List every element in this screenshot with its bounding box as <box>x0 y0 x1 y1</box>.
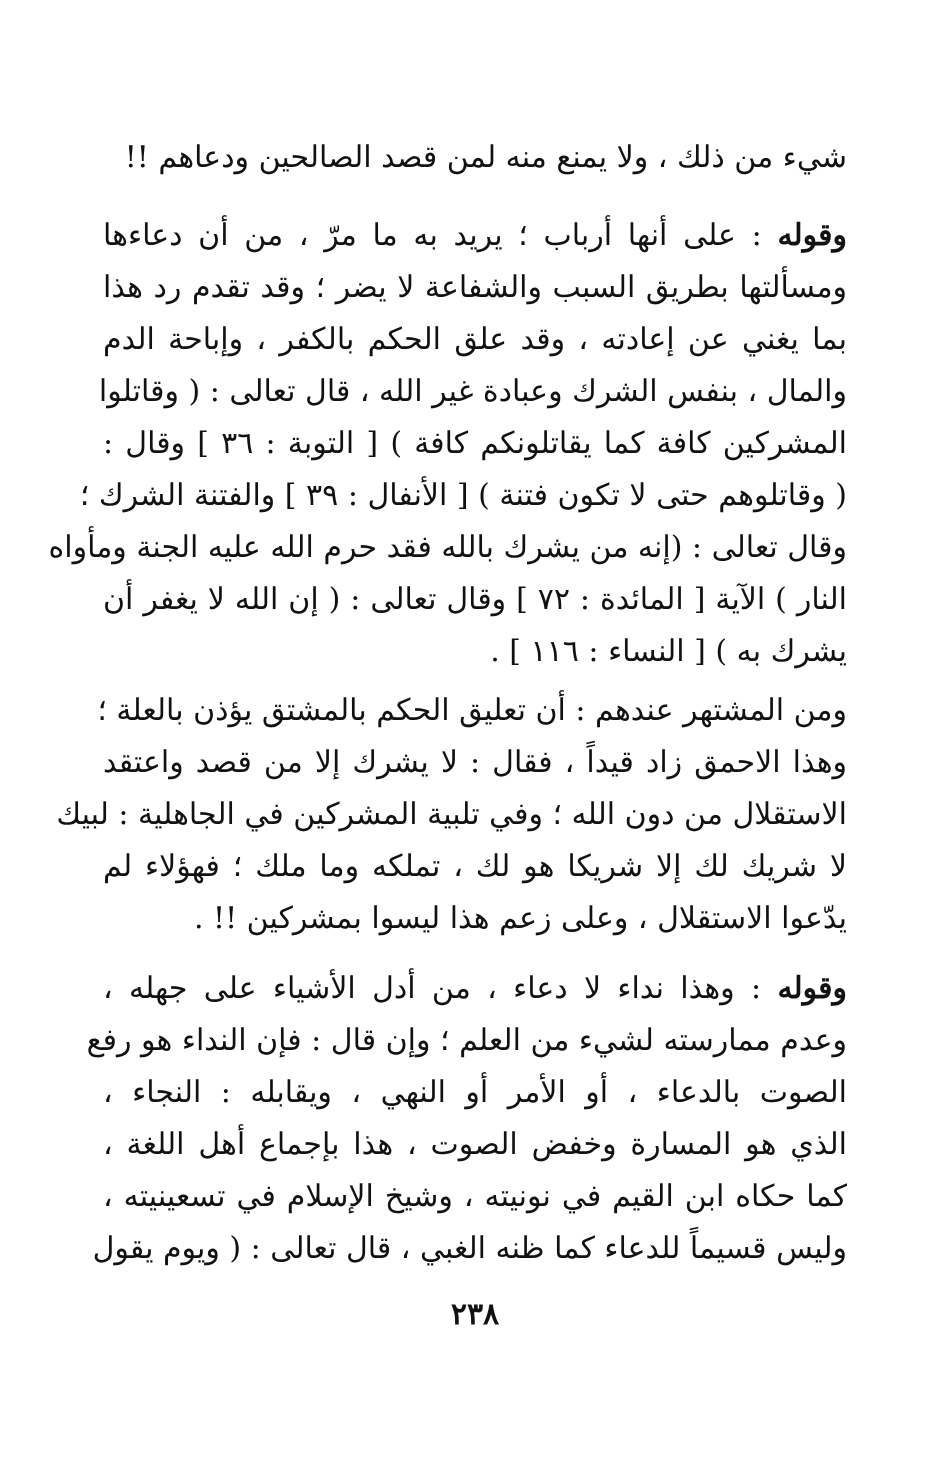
page-number: ٢٣٨ <box>450 1297 500 1332</box>
paragraph-line: ومن المشتهر عندهم : أن تعليق الحكم بالمشتق يؤذن بالعلة ؛ <box>97 693 847 728</box>
paragraph-line: شيء من ذلك ، ولا يمنع منه لمن قصد الصالحين ودعاهم !! <box>124 140 847 175</box>
paragraph-line: يدّعوا الاستقلال ، وعلى زعم هذا ليسوا بمشركين !! . <box>193 901 847 936</box>
paragraph-line: وعدم ممارسته لشيء من العلم ؛ وإن قال : فإن النداء هو رفع <box>86 1023 847 1058</box>
paragraph-line: بما يغني عن إعادته ، وقد علق الحكم بالكفر ، وإباحة الدم <box>103 322 847 357</box>
paragraph-line: لا شريك لك إلا شريكا هو لك ، تملكه وما ملك ؛ فهؤلاء لم <box>103 849 847 884</box>
line-text: : على أنها أرباب ؛ يريد به ما مرّ ، من أن دعاءها <box>103 218 778 253</box>
paragraph-4 <box>86 963 847 1275</box>
paragraph-line: والمال ، بنفس الشرك وعبادة غير الله ، قال تعالى : ( وقاتلوا <box>98 374 847 409</box>
paragraph-line: ( وقاتلوهم حتى لا تكون فتنة ) [ الأنفال : ٣٩ ] والفتنة الشرك ؛ <box>79 478 847 513</box>
paragraph-2 <box>48 210 847 678</box>
paragraph-line <box>103 963 847 1015</box>
paragraph-3 <box>56 685 847 945</box>
paragraph-1 <box>103 132 847 184</box>
paragraph-line <box>103 210 847 262</box>
paragraph-line: النار ) الآية [ المائدة : ٧٢ ] وقال تعالى : ( إن الله لا يغفر أن <box>103 582 847 617</box>
paragraph-line: وهذا الاحمق زاد قيداً ، فقال : لا يشرك إلا من قصد واعتقد <box>103 745 847 780</box>
paragraph-line: المشركين كافة كما يقاتلونكم كافة ) [ التوبة : ٣٦ ] وقال : <box>103 426 847 461</box>
lead-word: وقوله <box>777 218 847 253</box>
paragraph-line: وليس قسيماً للدعاء كما ظنه الغبي ، قال تعالى : ( ويوم يقول <box>92 1231 847 1266</box>
paragraph-line: الاستقلال من دون الله ؛ وفي تلبية المشركين في الجاهلية : لبيك <box>56 797 847 832</box>
paragraph-line: الذي هو المسارة وخفض الصوت ، هذا بإجماع أهل اللغة ، <box>103 1127 847 1162</box>
line-text: : وهذا نداء لا دعاء ، من أدل الأشياء على جهله ، <box>103 971 778 1006</box>
paragraph-line: ومسألتها بطريق السبب والشفاعة لا يضر ؛ وقد تقدم رد هذا <box>103 270 847 305</box>
paragraph-line: وقال تعالى : (إنه من يشرك بالله فقد حرم الله عليه الجنة ومأواه <box>48 530 847 565</box>
paragraph-line: الصوت بالدعاء ، أو الأمر أو النهي ، ويقابله : النجاء ، <box>103 1075 847 1110</box>
paragraph-line: كما حكاه ابن القيم في نونيته ، وشيخ الإسلام في تسعينيته ، <box>103 1179 847 1214</box>
paragraph-line: يشرك به ) [ النساء : ١١٦ ] . <box>490 634 847 669</box>
lead-word: وقوله <box>777 971 847 1006</box>
